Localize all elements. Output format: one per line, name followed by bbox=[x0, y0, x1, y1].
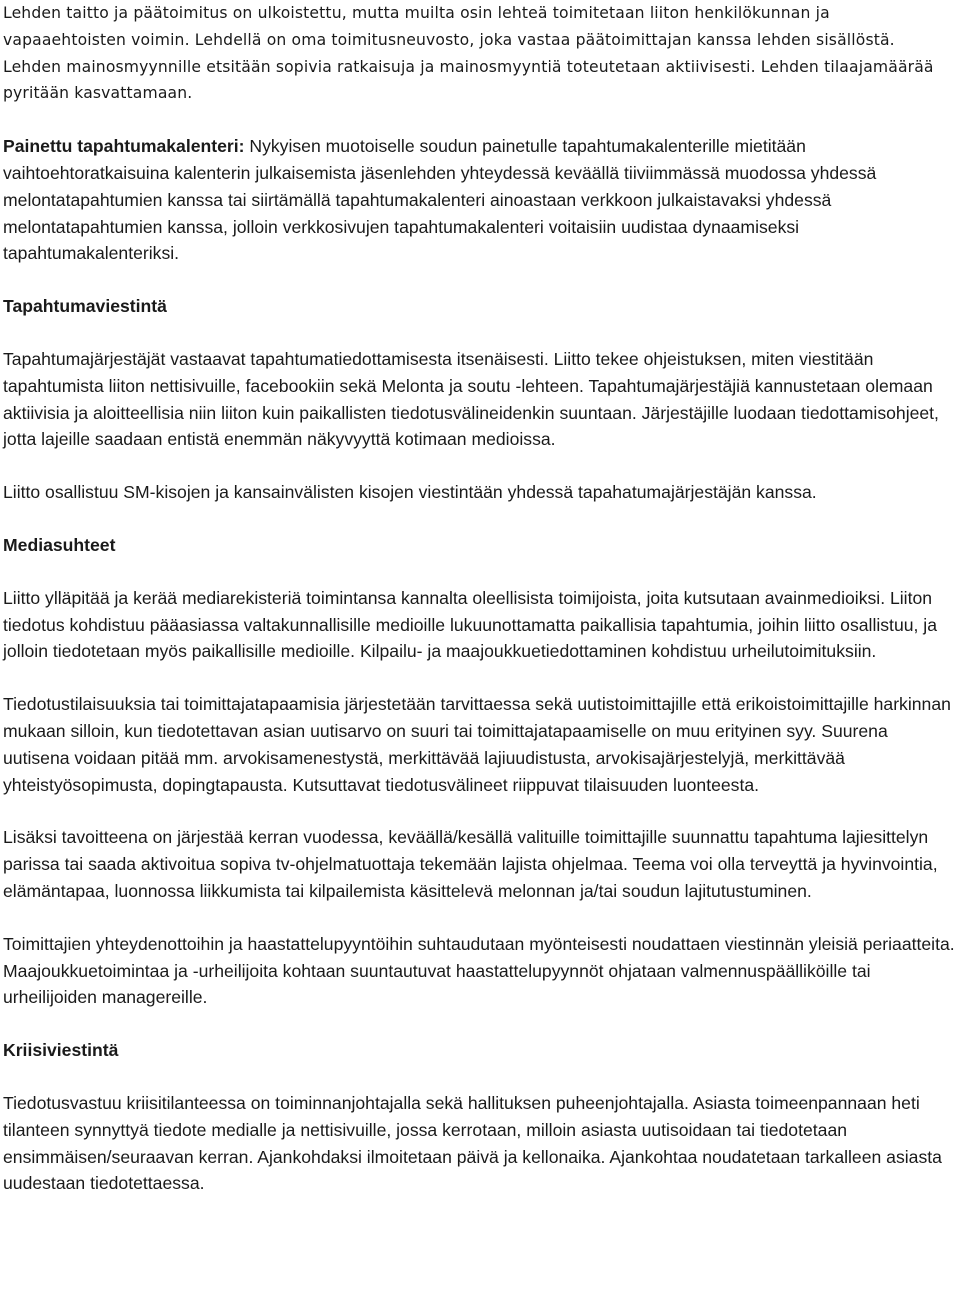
intro-paragraph: Lehden taitto ja päätoimitus on ulkoistettu, mutta muilta osin lehteä toimitetaan liiton henkilökunnan ja vapaaehtoisten voimin. Lehdellä on oma toimitusneuvosto, joka vastaa päätoimittajan kanssa lehden sisällöstä. Lehden mainosmyynnille etsitään sopivia ratkaisuja ja mainosmyyntiä toteutetaan aktiivisesti. Lehden tilaajamäärää pyritään kasvattamaan. bbox=[3, 4, 934, 103]
event-comms-paragraph-1: Tapahtumajärjestäjät vastaavat tapahtumatiedottamisesta itsenäisesti. Liitto tekee ohjeistuksen, miten viestitään tapahtumista liiton nettisivuille, facebookiin sekä Melonta ja soutu -lehteen. Tapahtumajärjestäjiä kannustetaan olemaan aktiivisia ja aloitteellisia niin liiton kuin paikallisten tiedotusvälineidenkin suuntaan. Järjestäjille luodaan tiedottamisohjeet, jotta lajeille saadaan entistä enemmän näkyvyyttä kotimaan medioissa. bbox=[3, 348, 939, 450]
media-heading: Mediasuhteet bbox=[3, 534, 116, 555]
document-page bbox=[3, 0, 958, 1197]
calendar-paragraph bbox=[3, 133, 958, 267]
crisis-heading: Kriisiviestintä bbox=[3, 1040, 119, 1061]
event-comms-paragraph-2: Liitto osallistuu SM-kisojen ja kansainvälisten kisojen viestintään yhdessä tapahatumajärjestäjän kanssa. bbox=[3, 482, 817, 503]
media-paragraph-1: Liitto ylläpitää ja kerää mediarekisteriä toimintansa kannalta oleellisista toimijoista, joita kutsutaan avainmedioiksi. Liiton tiedotus kohdistuu pääasiassa valtakunnallisille medioille lukuunottamatta paikallisia tapahtumia, joihin liitto osallistuu, ja jolloin tiedotetaan myös paikallisille medioille. Kilpailu- ja maajoukkuetiedottaminen kohdistuu urheilutoimituksiin. bbox=[3, 587, 937, 662]
event-comms-heading: Tapahtumaviestintä bbox=[3, 296, 167, 317]
crisis-paragraph-1: Tiedotusvastuu kriisitilanteessa on toiminnanjohtajalla sekä hallituksen puheenjohtajalla. Asiasta toimeenpannaan heti tilanteen synnyttyä tiedote medialle ja nettisivuille, jossa kerrotaan, milloin asiasta uutisoidaan tai tiedotetaan ensimmäisen/seuraavan kerran. Ajankohdaksi ilmoitetaan päivä ja kellonaika. Ajankohtaa noudatetaan tarkalleen asiasta uudestaan tiedotettaessa. bbox=[3, 1092, 942, 1194]
calendar-text: Nykyisen muotoiselle soudun painetulle tapahtumakalenterille mietitään vaihtoehtoratkaisuina kalenterin julkaisemista jäsenlehden yhteydessä keväällä tiiviimmässä muodossa yhdessä melontatapahtumien kanssa tai siirtämällä tapahtumakalenteri ainoastaan verkkoon julkaistavaksi yhdessä melontatapahtumien kanssa, jolloin verkkosivujen tapahtumakalenteri voitaisiin uudistaa dynaamiseksi tapahtumakalenteriksi. bbox=[3, 136, 877, 264]
media-paragraph-4: Toimittajien yhteydenottoihin ja haastattelupyyntöihin suhtaudutaan myönteisesti noudattaen viestinnän yleisiä periaatteita. Maajoukkuetoimintaa ja -urheilijoita kohtaan suuntautuvat haastattelupyynnöt ohjataan valmennuspäälliköille tai urheilijoiden managereille. bbox=[3, 933, 955, 1008]
calendar-lead: Painettu tapahtumakalenteri: bbox=[3, 136, 245, 157]
media-paragraph-2: Tiedotustilaisuuksia tai toimittajatapaamisia järjestetään tarvittaessa sekä uutistoimittajille että erikoistoimittajille harkinnan mukaan silloin, kun tiedotettavan asian uutisarvo on suuri tai toimittajatapaamiselle on muu erityinen syy. Suurena uutisena voidaan pitää mm. arvokisamenestystä, merkittävää lajiuudistusta, arvokisajärjestelyjä, merkittävää yhteistyösopimusta, dopingtapausta. Kutsuttavat tiedotusvälineet riippuvat tilaisuuden luonteesta. bbox=[3, 694, 951, 795]
media-paragraph-3: Lisäksi tavoitteena on järjestää kerran vuodessa, keväällä/kesällä valituille toimittajille suunnattu tapahtuma lajiesittelyn parissa tai saada aktivoitua sopiva tv-ohjelmatuottaja tekemään lajista ohjelmaa. Teema voi olla terveyttä ja hyvinvointia, elämäntapaa, luonnossa liikkumista tai kilpailemista käsittelevä melonnan ja/tai soudun lajitutustuminen. bbox=[3, 827, 938, 901]
